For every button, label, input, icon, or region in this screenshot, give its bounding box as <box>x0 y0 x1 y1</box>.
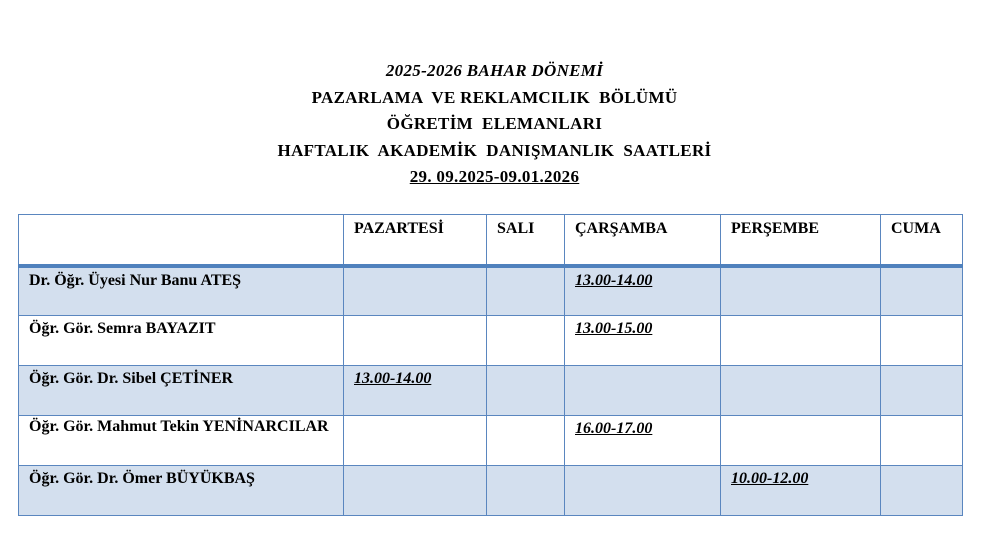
slot-friday <box>881 316 963 366</box>
slot-wednesday: 16.00-17.00 <box>565 416 721 466</box>
slot-wednesday <box>565 466 721 516</box>
office-hours-table <box>18 214 963 516</box>
slot-thursday <box>721 366 881 416</box>
slot-tuesday <box>487 316 565 366</box>
slot-tuesday <box>487 366 565 416</box>
staff-title: ÖĞRETİM ELEMANLARI <box>386 114 603 133</box>
instructor-name: Öğr. Gör. Mahmut Tekin YENİNARCILAR <box>19 416 344 466</box>
slot-monday: 13.00-14.00 <box>344 366 487 416</box>
slot-monday <box>344 416 487 466</box>
slot-friday <box>881 266 963 316</box>
instructor-name: Öğr. Gör. Semra BAYAZIT <box>19 316 344 366</box>
slot-wednesday: 13.00-14.00 <box>565 266 721 316</box>
slot-thursday <box>721 416 881 466</box>
slot-friday <box>881 466 963 516</box>
header-cell-thursday: PERŞEMBE <box>721 215 881 266</box>
header-cell-friday: CUMA <box>881 215 963 266</box>
header-cell-wednesday: ÇARŞAMBA <box>565 215 721 266</box>
slot-thursday <box>721 316 881 366</box>
instructor-name: Öğr. Gör. Dr. Ömer BÜYÜKBAŞ <box>19 466 344 516</box>
slot-monday <box>344 266 487 316</box>
instructor-name: Dr. Öğr. Üyesi Nur Banu ATEŞ <box>19 266 344 316</box>
department-title: PAZARLAMA VE REKLAMCILIK BÖLÜMÜ <box>311 87 678 107</box>
slot-monday <box>344 316 487 366</box>
table-row <box>19 266 963 316</box>
slot-friday <box>881 366 963 416</box>
term-title: 2025-2026 BAHAR DÖNEMİ <box>385 61 604 80</box>
slot-tuesday <box>487 266 565 316</box>
slot-thursday: 10.00-12.00 <box>721 466 881 516</box>
header-cell-empty <box>19 215 344 266</box>
instructor-name: Öğr. Gör. Dr. Sibel ÇETİNER <box>19 366 344 416</box>
slot-friday <box>881 416 963 466</box>
slot-thursday <box>721 266 881 316</box>
slot-tuesday <box>487 466 565 516</box>
slot-wednesday: 13.00-15.00 <box>565 316 721 366</box>
header-cell-tuesday: SALI <box>487 215 565 266</box>
slot-monday <box>344 466 487 516</box>
date-range: 29. 09.2025-09.01.2026 <box>409 167 580 186</box>
header-cell-monday: PAZARTESİ <box>344 215 487 266</box>
table-row <box>19 366 963 416</box>
document-heading <box>0 58 989 191</box>
table-row <box>19 466 963 516</box>
office-hours-title: HAFTALIK AKADEMİK DANIŞMANLIK SAATLERİ <box>277 140 712 160</box>
slot-wednesday <box>565 366 721 416</box>
table-header-row <box>19 215 963 266</box>
table-row <box>19 316 963 366</box>
slot-tuesday <box>487 416 565 466</box>
table-row <box>19 416 963 466</box>
